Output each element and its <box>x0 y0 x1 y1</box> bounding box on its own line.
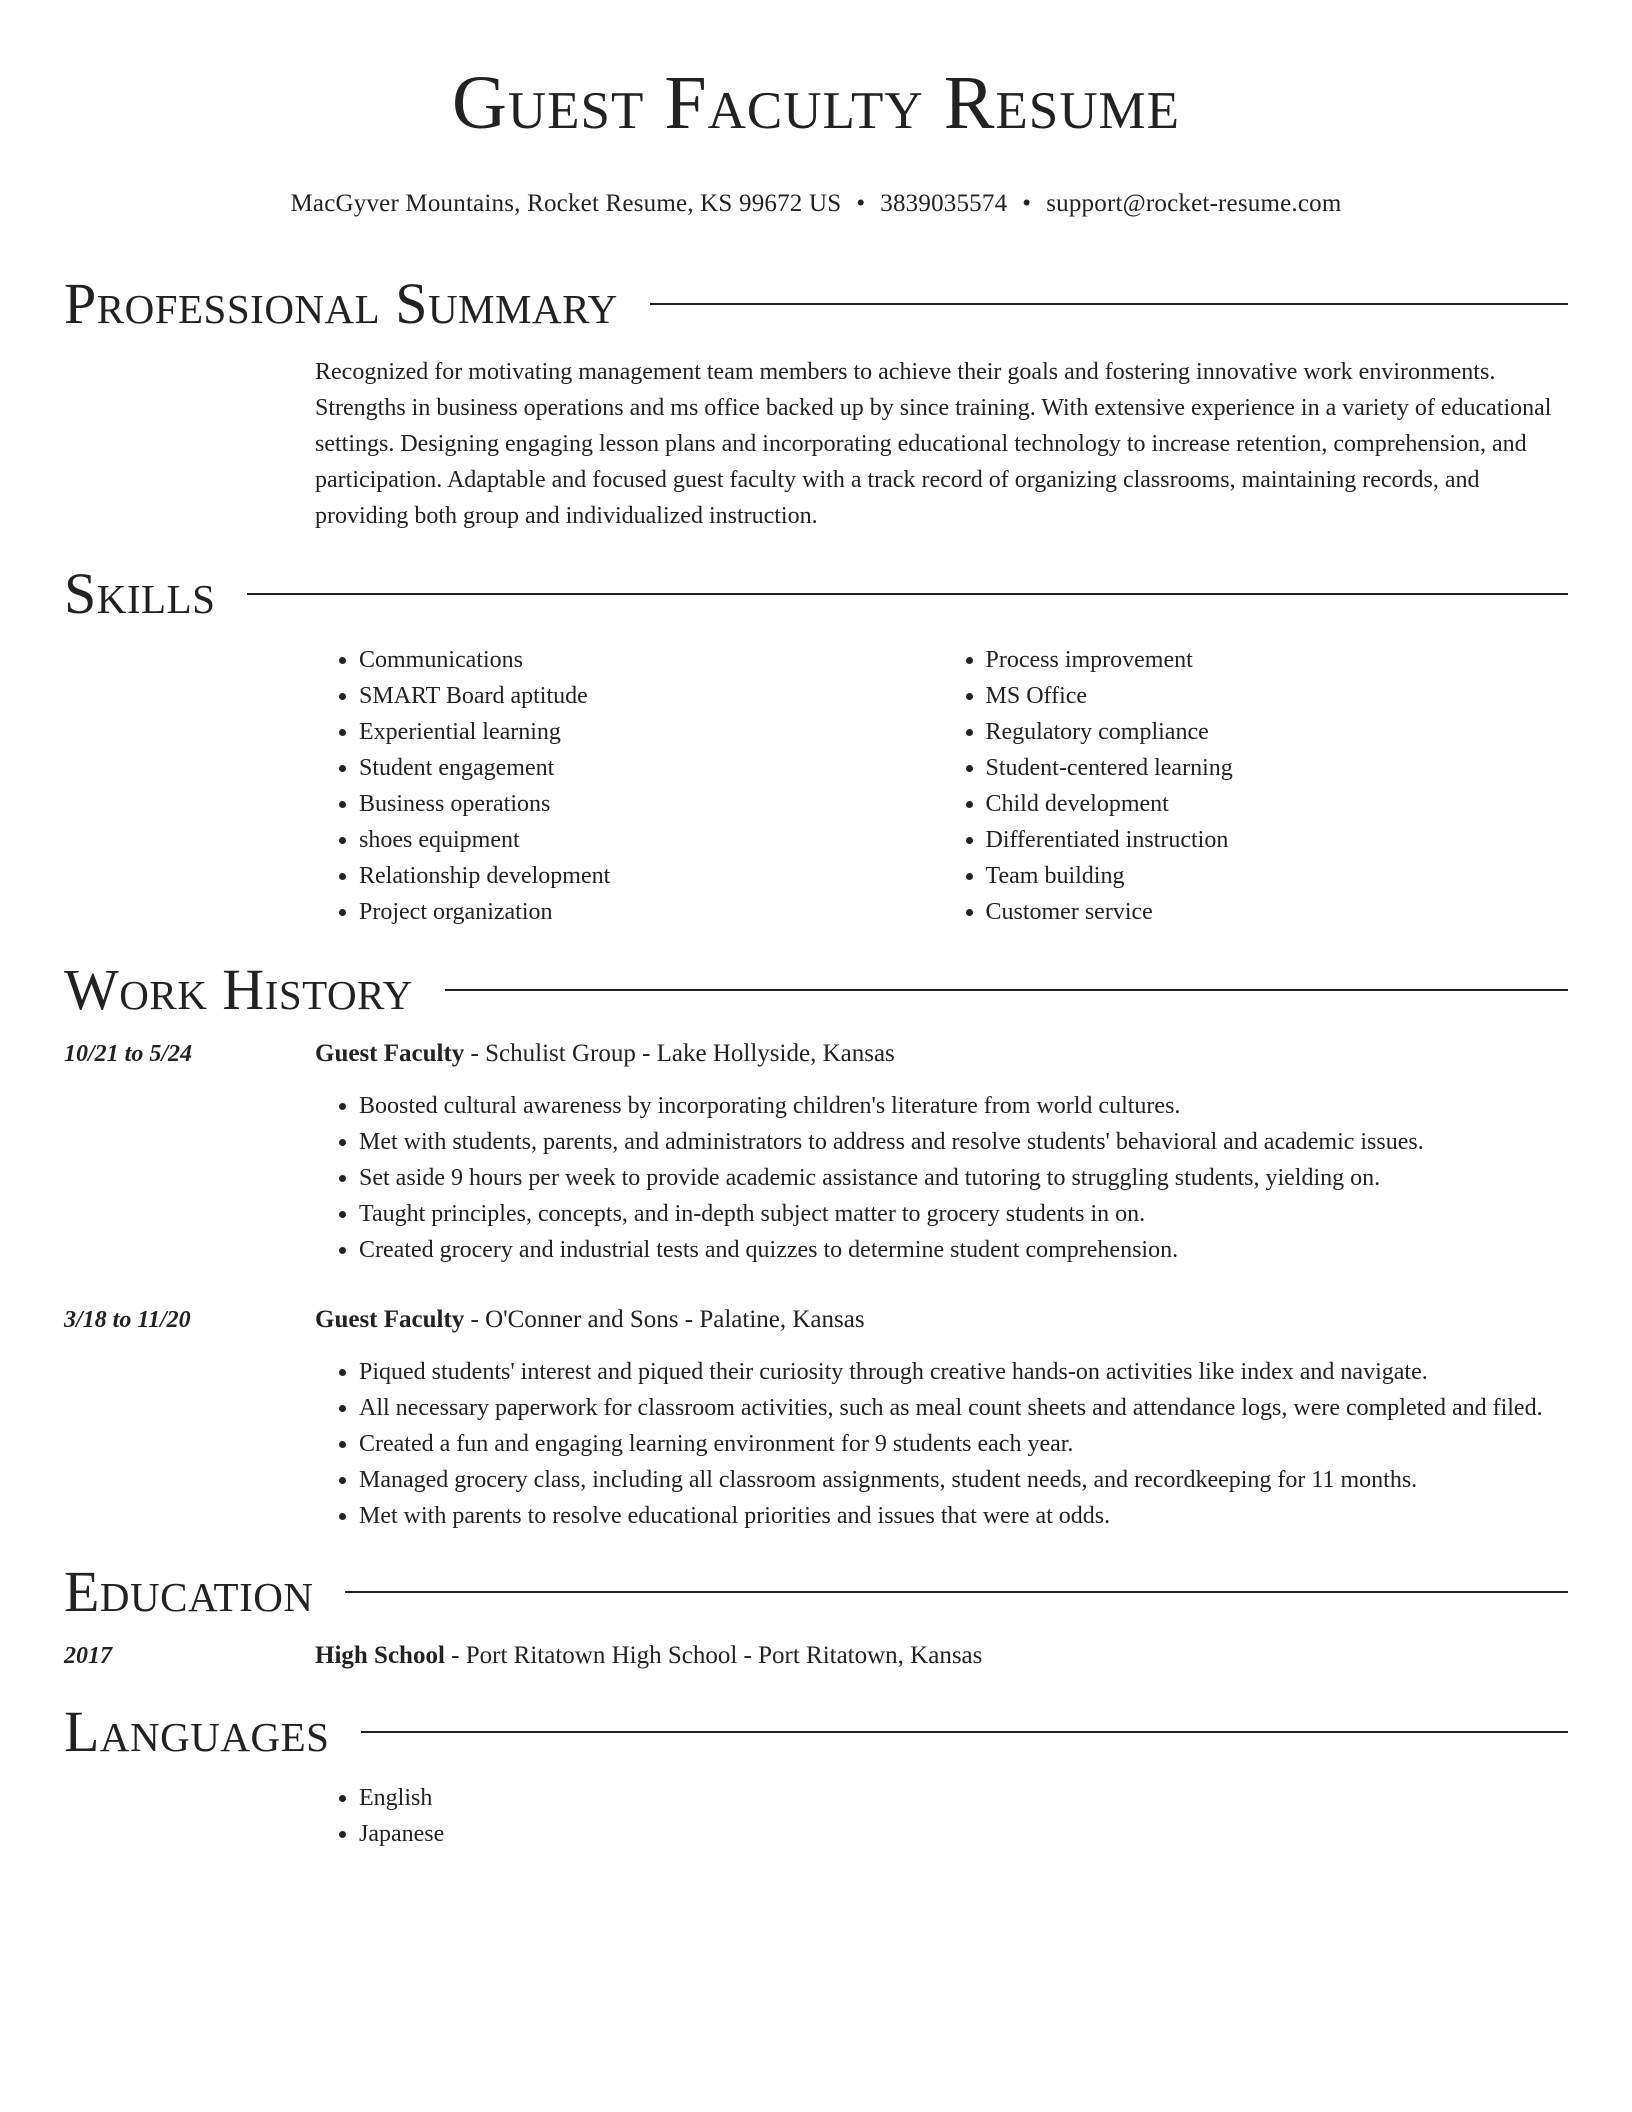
education-line <box>315 1638 1568 1674</box>
skill-item: • Team building <box>986 858 1569 894</box>
skills-section-heading <box>64 562 1568 626</box>
section-divider <box>445 989 1568 991</box>
job-body <box>315 1036 1568 1268</box>
job-duty: • All necessary paperwork for classroom activities, such as meal count sheets and attendance logs, were completed and filed. <box>359 1390 1568 1426</box>
skills-list <box>315 642 1568 930</box>
skill-item: • Student-centered learning <box>986 750 1569 786</box>
skill-item: • Business operations <box>359 786 942 822</box>
job-dates: 10/21 to 5/24 <box>64 1041 193 1067</box>
education-heading: Education <box>64 1559 314 1624</box>
job-duty: • Boosted cultural awareness by incorporating children's literature from world cultures. <box>359 1088 1568 1124</box>
skill-item: • Differentiated instruction <box>986 822 1569 858</box>
contact-separator: • <box>856 190 866 217</box>
work-section-heading <box>64 958 1568 1022</box>
section-divider <box>650 303 1568 305</box>
job-entry <box>64 1036 1568 1268</box>
job-duty: • Created a fun and engaging learning environment for 9 students each year. <box>359 1426 1568 1462</box>
job-duty: • Managed grocery class, including all classroom assignments, student needs, and recordkeeping for 11 months. <box>359 1462 1568 1498</box>
skill-item: • Communications <box>359 642 942 678</box>
skills-heading: Skills <box>64 561 216 626</box>
job-entry <box>64 1302 1568 1534</box>
education-entry <box>64 1638 1568 1674</box>
job-title-line <box>315 1036 1568 1072</box>
education-year: 2017 <box>64 1643 112 1669</box>
skill-item: • Relationship development <box>359 858 942 894</box>
skill-item: • Child development <box>986 786 1569 822</box>
summary-text: Recognized for motivating management team members to achieve their goals and fostering innovative work environments. Strengths in business operations and ms office backed up by since training. With extensive experience in a variety of educational settings. Designing engaging lesson plans and incorporating educational technology to increase retention, comprehension, and participation. Adaptable and focused guest faculty with a track record of organizing classrooms, maintaining records, and providing both group and individualized instruction. <box>315 359 1552 529</box>
languages-section-heading <box>64 1700 1568 1764</box>
contact-info <box>64 188 1568 220</box>
language-item: • English <box>359 1780 1568 1816</box>
education-school: - Port Ritatown High School - Port Ritatown, Kansas <box>444 1642 983 1669</box>
resume-title: Guest Faculty Resume <box>451 61 1181 145</box>
skill-item: • SMART Board aptitude <box>359 678 942 714</box>
languages-heading: Languages <box>64 1699 330 1764</box>
skill-item: • MS Office <box>986 678 1569 714</box>
job-title: Guest Faculty <box>315 1306 465 1333</box>
job-duty: • Set aside 9 hours per week to provide academic assistance and tutoring to struggling students, yielding on. <box>359 1160 1568 1196</box>
skills-column-left <box>315 642 942 930</box>
section-divider <box>345 1591 1568 1593</box>
contact-email: support@rocket-resume.com <box>1046 190 1342 217</box>
job-body <box>315 1302 1568 1534</box>
summary-body <box>315 354 1568 534</box>
section-divider <box>247 593 1568 595</box>
skill-item: • Customer service <box>986 894 1569 930</box>
job-duty: • Met with parents to resolve educational priorities and issues that were at odds. <box>359 1498 1568 1534</box>
education-degree: High School <box>315 1642 445 1669</box>
education-body <box>315 1638 1568 1674</box>
skill-item: • Process improvement <box>986 642 1569 678</box>
language-item: • Japanese <box>359 1816 1568 1852</box>
skill-item: • Project organization <box>359 894 942 930</box>
languages-bullets <box>315 1780 1568 1852</box>
contact-phone: 3839035574 <box>880 190 1008 217</box>
education-section-heading <box>64 1560 1568 1624</box>
contact-address: MacGyver Mountains, Rocket Resume, KS 99672 US <box>290 190 842 217</box>
section-divider <box>361 1731 1568 1733</box>
job-duty: • Created grocery and industrial tests and quizzes to determine student comprehension. <box>359 1232 1568 1268</box>
job-duty: • Piqued students' interest and piqued their curiosity through creative hands-on activities like index and navigate. <box>359 1354 1568 1390</box>
summary-section-heading <box>64 272 1568 336</box>
summary-heading: Professional Summary <box>64 271 618 336</box>
skill-item: • Regulatory compliance <box>986 714 1569 750</box>
skill-item: • shoes equipment <box>359 822 942 858</box>
skill-item: • Student engagement <box>359 750 942 786</box>
languages-list <box>315 1780 1568 1852</box>
job-title: Guest Faculty <box>315 1040 465 1067</box>
job-employer: - Schulist Group - Lake Hollyside, Kansas <box>464 1040 895 1067</box>
skills-column-right <box>942 642 1569 930</box>
skill-item: • Experiential learning <box>359 714 942 750</box>
job-duty: • Met with students, parents, and administrators to address and resolve students' behavioral and academic issues. <box>359 1124 1568 1160</box>
job-employer: - O'Conner and Sons - Palatine, Kansas <box>464 1306 865 1333</box>
job-duty: • Taught principles, concepts, and in-depth subject matter to grocery students in on. <box>359 1196 1568 1232</box>
job-duties <box>315 1354 1568 1534</box>
job-title-line <box>315 1302 1568 1338</box>
job-duties <box>315 1088 1568 1268</box>
work-heading: Work History <box>64 957 413 1022</box>
contact-separator: • <box>1022 190 1032 217</box>
job-dates: 3/18 to 11/20 <box>64 1307 191 1333</box>
